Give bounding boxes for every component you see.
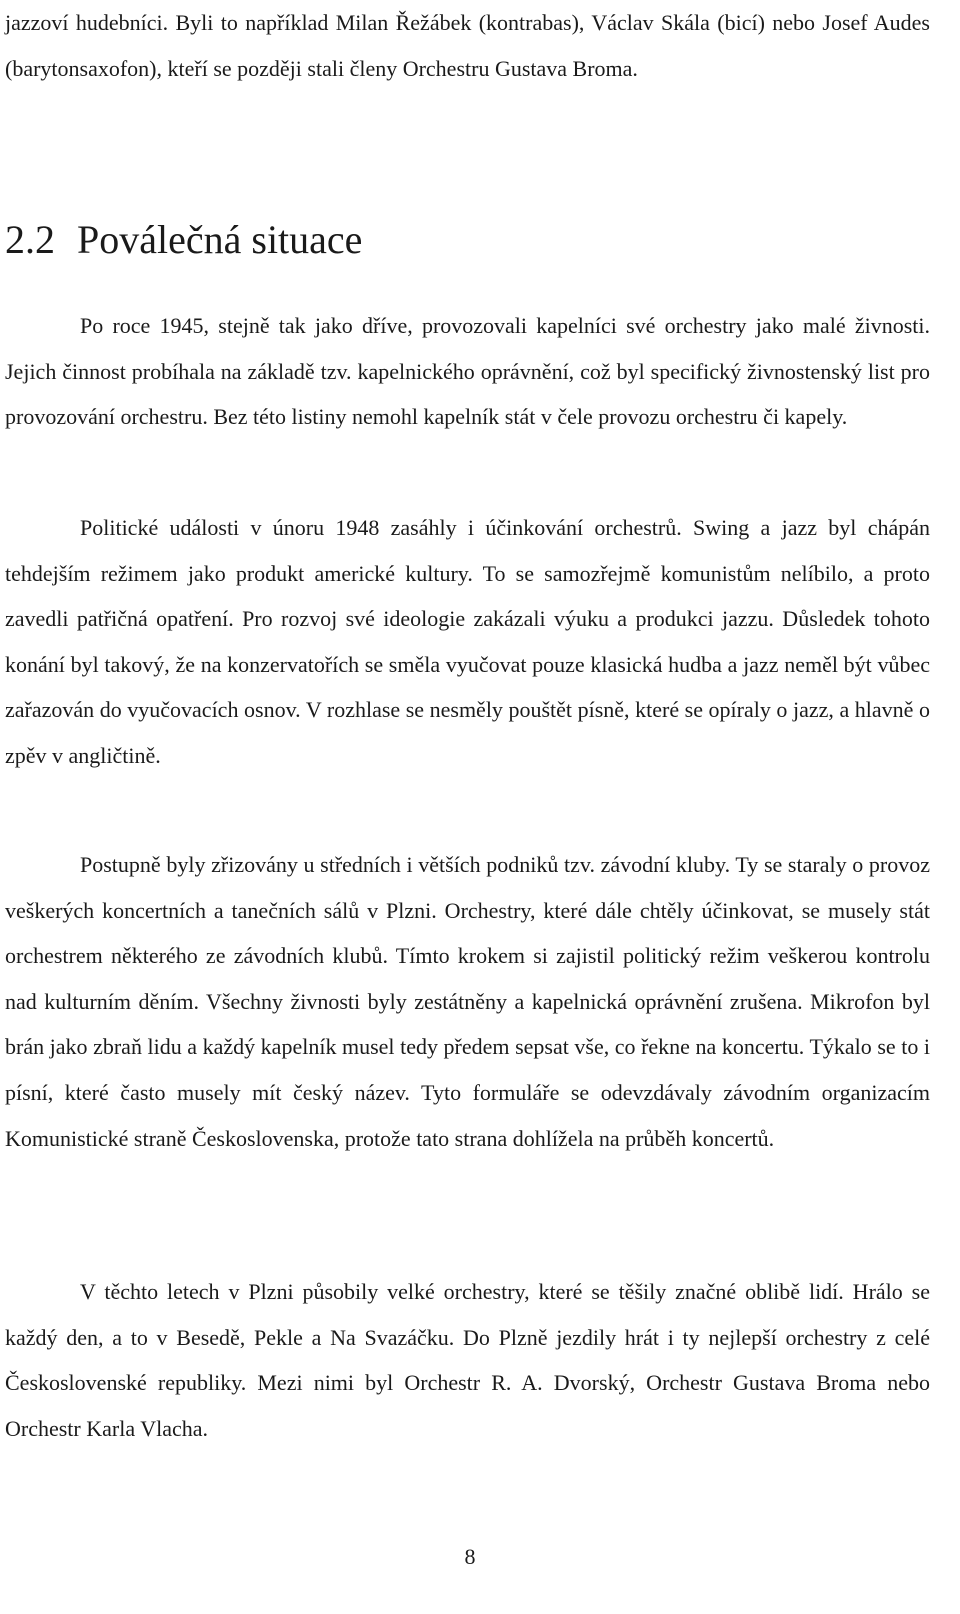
paragraph-february-1948: Politické události v únoru 1948 zasáhly i účinkování orchestrů. Swing a jazz byl chápán tehdejším režimem jako produkt americké kultury. To se samozřejmě komunistům nelíbilo, a proto zavedli patřičná opatření. Pro rozvoj své ideologie zakázali výuku a produkci jazzu. Důsledek tohoto konání byl takový, že na konzervatořích se směla vyučovat pouze klasická hudba a jazz neměl být vůbec zařazován do vyučovacích osnov. V rozhlase se nesměly pouštět písně, které se opíraly o jazz, a hlavně o zpěv v angličtině. bbox=[5, 515, 930, 768]
paragraph-factory-clubs: Postupně byly zřizovány u středních i větších podniků tzv. závodní kluby. Ty se staraly o provoz veškerých koncertních a tanečních sálů v Plzni. Orchestry, které dále chtěly účinkovat, se musely stát orchestrem některého ze závodních klubů. Tímto krokem si zajistil politický režim veškerou kontrolu nad kulturním děním. Všechny živnosti byly zestátněny a kapelnická oprávnění zrušena. Mikrofon byl brán jako zbraň lidu a každý kapelník musel tedy předem sepsat vše, co řekne na koncertu. Týkalo se to i písní, které často musely mít český název. Tyto formuláře se odevzdávaly závodním organizacím Komunistické straně Československa, protože tato strana dohlížela na průběh koncertů. bbox=[5, 852, 930, 1151]
paragraph-plzen-orchestras: V těchto letech v Plzni působily velké orchestry, které se těšily značné oblibě lidí. Hrálo se každý den, a to v Besedě, Pekle a Na Svazáčku. Do Plzně jezdily hrát i ty nejlepší orchestry z celé Československé republiky. Mezi nimi byl Orchestr R. A. Dvorský, Orchestr Gustava Broma nebo Orchestr Karla Vlacha. bbox=[5, 1279, 930, 1441]
section-number: 2.2 bbox=[5, 217, 55, 262]
paragraph-postwar-licenses: Po roce 1945, stejně tak jako dříve, provozovali kapelníci své orchestry jako malé živnosti. Jejich činnost probíhala na základě tzv. kapelnického oprávnění, což byl specifický živnostenský list pro provozování orchestru. Bez této listiny nemohl kapelník stát v čele provozu orchestru či kapely. bbox=[5, 313, 930, 430]
intro-paragraph: jazzoví hudebníci. Byli to například Milan Řežábek (kontrabas), Václav Skála (bicí) nebo Josef Audes (barytonsaxofon), kteří se později stali členy Orchestru Gustava Broma. bbox=[5, 10, 930, 81]
section-title: Poválečná situace bbox=[77, 217, 363, 262]
page-number: 8 bbox=[464, 1544, 476, 1569]
section-heading bbox=[5, 216, 362, 264]
